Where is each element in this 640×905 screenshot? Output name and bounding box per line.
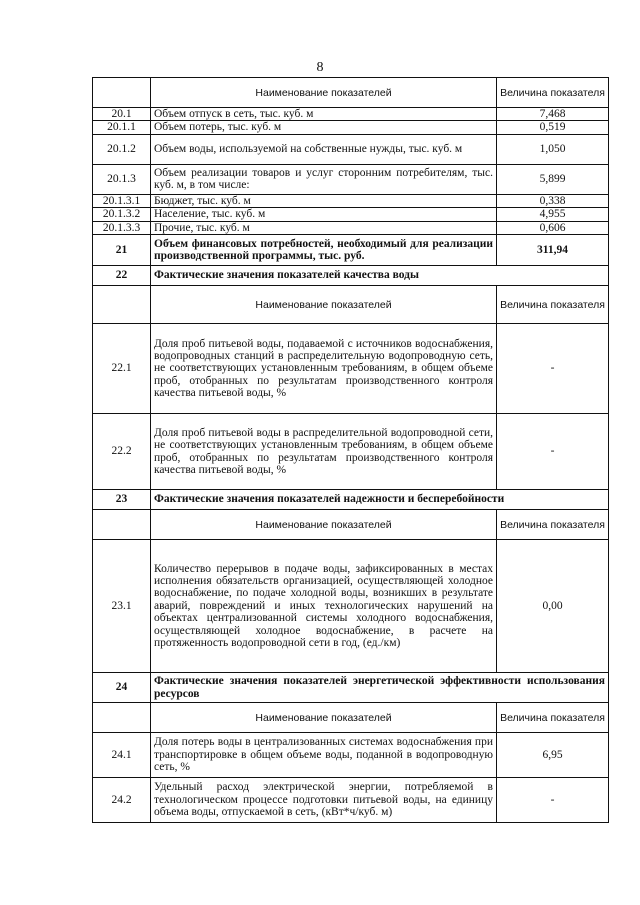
section-title: Фактические значения показателей качества воды (151, 266, 609, 286)
row-description: Население, тыс. куб. м (151, 208, 497, 221)
section-row-23 (93, 490, 609, 510)
page-number: 8 (316, 60, 324, 75)
subheader-row (93, 703, 609, 733)
table-row (93, 108, 609, 121)
row-value: 1,050 (497, 134, 609, 164)
row-number: 20.1.3 (93, 164, 151, 194)
row-number: 20.1.1 (93, 121, 151, 134)
section-number: 22 (93, 266, 151, 286)
row-number: 24.2 (93, 778, 151, 823)
row-number: 20.1.3.2 (93, 208, 151, 221)
row-description: Количество перерывов в подаче воды, зафиксированных в местах исполнения обязательств организацией, осуществляющей холодное водоснабжение, по подаче холодной воды, возникших в результате аварий, повреждений и иных технологических нарушений на объектах централизованной системы холодного водоснабжения, осуществляющей холодное водоснабжение, в расчете на протяженность водопроводной сети в год, (ед./км) (151, 540, 497, 673)
table-row (93, 121, 609, 134)
table-header-row (93, 78, 609, 108)
table-row (93, 221, 609, 234)
row-value: 0,338 (497, 194, 609, 207)
section-row-22 (93, 266, 609, 286)
row-value: 6,95 (497, 733, 609, 778)
table-row (93, 540, 609, 673)
table-row (93, 208, 609, 221)
row-value: 311,94 (497, 235, 609, 266)
row-value: 7,468 (497, 108, 609, 121)
row-number: 21 (93, 235, 151, 266)
subheader-label: Наименование показателей (151, 510, 497, 540)
row-number: 22.1 (93, 324, 151, 414)
row-description: Доля проб питьевой воды, подаваемой с источников водоснабжения, водопроводных станций в распределительную водопроводную сеть, не соответствующих установленным требованиям, в общем объеме проб, отобранных по результатам производственного контроля качества питьевой воды, % (151, 324, 497, 414)
section-number: 23 (93, 490, 151, 510)
row-description: Объем отпуск в сеть, тыс. куб. м (151, 108, 497, 121)
subheader-value-label: Величина показателя (497, 286, 609, 324)
subheader-num-cell (93, 703, 151, 733)
row-description: Объем реализации товаров и услуг сторонним потребителям, тыс. куб. м, в том числе: (151, 164, 497, 194)
table-row (93, 778, 609, 823)
row-value: - (497, 778, 609, 823)
row-number: 24.1 (93, 733, 151, 778)
subheader-row (93, 286, 609, 324)
row-description: Удельный расход электрической энергии, потребляемой в технологическом процессе подготовки питьевой воды, на единицу объема воды, отпускаемой в сеть, (кВт*ч/куб. м) (151, 778, 497, 823)
table-row (93, 733, 609, 778)
section-title: Фактические значения показателей энергетической эффективности использования ресурсов (151, 673, 609, 703)
table-row (93, 194, 609, 207)
table-row-financial-needs (93, 235, 609, 266)
table-row (93, 414, 609, 490)
row-description: Объем потерь, тыс. куб. м (151, 121, 497, 134)
header-value-label: Величина показателя (497, 78, 609, 108)
row-description: Доля проб питьевой воды в распределительной водопроводной сети, не соответствующих установленным требованиям, в общем объеме проб, отобранных по результатам производственного контроля качества питьевой воды, % (151, 414, 497, 490)
row-number: 20.1.2 (93, 134, 151, 164)
row-description: Бюджет, тыс. куб. м (151, 194, 497, 207)
row-value: - (497, 414, 609, 490)
section-number: 24 (93, 673, 151, 703)
row-description: Доля потерь воды в централизованных системах водоснабжения при транспортировке в общем объеме воды, поданной в водопроводную сеть, % (151, 733, 497, 778)
row-value: 5,899 (497, 164, 609, 194)
subheader-value-label: Величина показателя (497, 703, 609, 733)
row-value: - (497, 324, 609, 414)
row-description: Объем воды, используемой на собственные нужды, тыс. куб. м (151, 134, 497, 164)
subheader-row (93, 510, 609, 540)
subheader-num-cell (93, 510, 151, 540)
header-label: Наименование показателей (151, 78, 497, 108)
table-row (93, 164, 609, 194)
row-number: 22.2 (93, 414, 151, 490)
row-value: 0,00 (497, 540, 609, 673)
row-value: 4,955 (497, 208, 609, 221)
header-num-cell (93, 78, 151, 108)
subheader-label: Наименование показателей (151, 286, 497, 324)
row-number: 23.1 (93, 540, 151, 673)
section-row-24 (93, 673, 609, 703)
indicators-table (92, 77, 609, 823)
table-row (93, 134, 609, 164)
row-number: 20.1 (93, 108, 151, 121)
subheader-label: Наименование показателей (151, 703, 497, 733)
row-value: 0,606 (497, 221, 609, 234)
row-description: Объем финансовых потребностей, необходимый для реализации производственной программы, тыс. руб. (151, 235, 497, 266)
row-value: 0,519 (497, 121, 609, 134)
section-title: Фактические значения показателей надежности и бесперебойности (151, 490, 609, 510)
subheader-num-cell (93, 286, 151, 324)
row-description: Прочие, тыс. куб. м (151, 221, 497, 234)
subheader-value-label: Величина показателя (497, 510, 609, 540)
row-number: 20.1.3.3 (93, 221, 151, 234)
row-number: 20.1.3.1 (93, 194, 151, 207)
table-row (93, 324, 609, 414)
